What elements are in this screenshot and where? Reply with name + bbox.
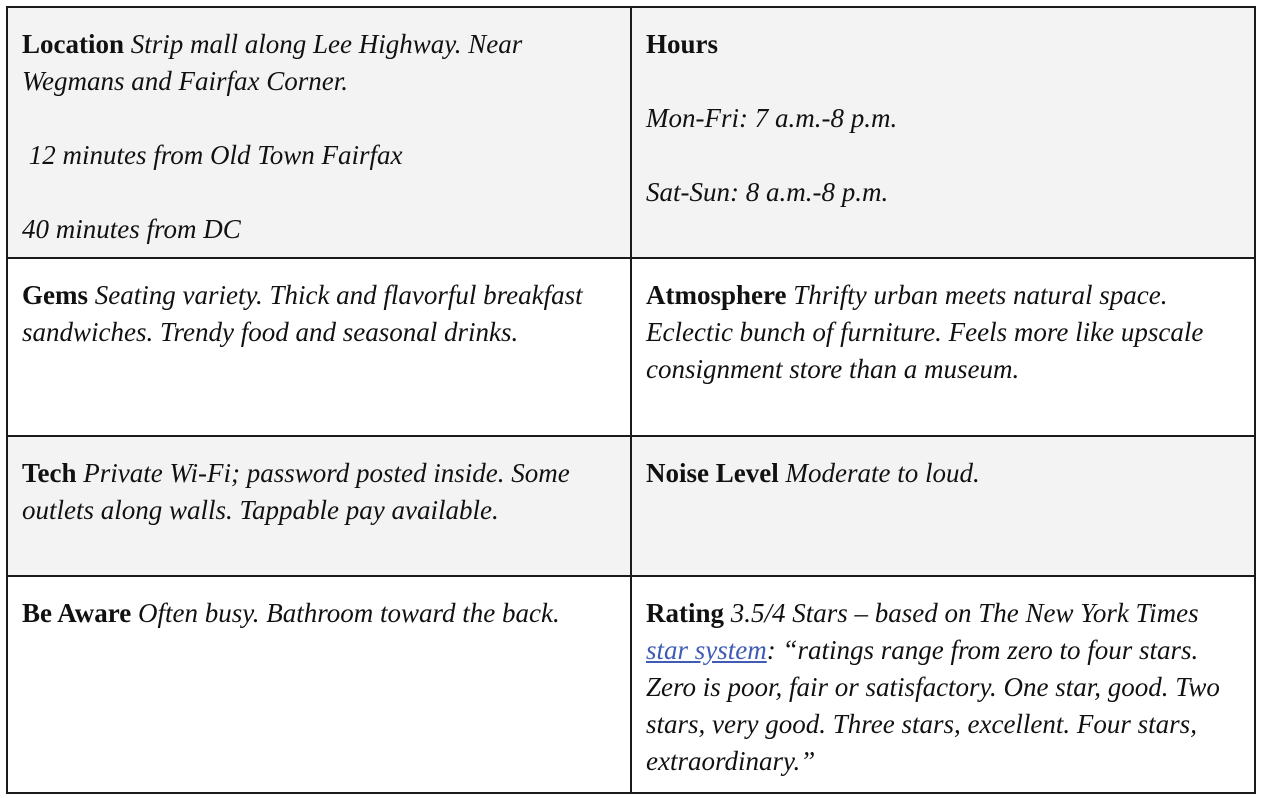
location-cell bbox=[7, 7, 631, 258]
location-description: Strip mall along Lee Highway. Near Wegmans and Fairfax Corner. bbox=[22, 29, 523, 96]
be-aware-paragraph bbox=[22, 595, 616, 632]
gems-description: Seating variety. Thick and flavorful breakfast sandwiches. Trendy food and seasonal drinks. bbox=[22, 280, 583, 347]
tech-paragraph bbox=[22, 455, 616, 529]
hours-label: Hours bbox=[646, 29, 719, 59]
noise-level-label: Noise Level bbox=[646, 458, 779, 488]
noise-level-paragraph bbox=[646, 455, 1240, 492]
table-row bbox=[7, 436, 1255, 576]
tech-label: Tech bbox=[22, 458, 77, 488]
be-aware-label: Be Aware bbox=[22, 598, 132, 628]
noise-level-description: Moderate to loud. bbox=[785, 458, 980, 488]
tech-cell bbox=[7, 436, 631, 576]
rating-description-before: 3.5/4 Stars – based on The New York Times bbox=[730, 598, 1199, 628]
gems-cell bbox=[7, 258, 631, 436]
hours-weekend: Sat-Sun: 8 a.m.-8 p.m. bbox=[646, 177, 889, 207]
atmosphere-paragraph bbox=[646, 277, 1240, 388]
atmosphere-label: Atmosphere bbox=[646, 280, 787, 310]
gems-label: Gems bbox=[22, 280, 88, 310]
hours-cell bbox=[631, 7, 1255, 258]
location-distance-old-town: 12 minutes from Old Town Fairfax bbox=[22, 140, 403, 170]
be-aware-cell bbox=[7, 576, 631, 793]
location-distance-dc: 40 minutes from DC bbox=[22, 214, 241, 244]
location-label: Location bbox=[22, 29, 125, 59]
be-aware-description: Often busy. Bathroom toward the back. bbox=[137, 598, 560, 628]
gems-paragraph bbox=[22, 277, 616, 351]
table-row bbox=[7, 258, 1255, 436]
tech-description: Private Wi-Fi; password posted inside. Some outlets along walls. Tappable pay available. bbox=[22, 458, 570, 525]
location-paragraph bbox=[22, 26, 616, 100]
atmosphere-cell bbox=[631, 258, 1255, 436]
table-row bbox=[7, 576, 1255, 793]
star-system-link[interactable]: star system bbox=[646, 635, 767, 665]
table-row bbox=[7, 7, 1255, 258]
rating-cell bbox=[631, 576, 1255, 793]
rating-label: Rating bbox=[646, 598, 725, 628]
rating-paragraph bbox=[646, 595, 1240, 780]
atmosphere-description: Thrifty urban meets natural space. Eclectic bunch of furniture. Feels more like upscale consignment store than a museum. bbox=[646, 280, 1204, 384]
noise-level-cell bbox=[631, 436, 1255, 576]
rating-description-after: : “ratings range from zero to four stars. Zero is poor, fair or satisfactory. One star, good. Two stars, very good. Three stars, excellent. Four stars, extraordinary.” bbox=[646, 635, 1220, 776]
coffee-shop-info-table bbox=[6, 6, 1256, 794]
hours-weekday: Mon-Fri: 7 a.m.-8 p.m. bbox=[646, 103, 898, 133]
